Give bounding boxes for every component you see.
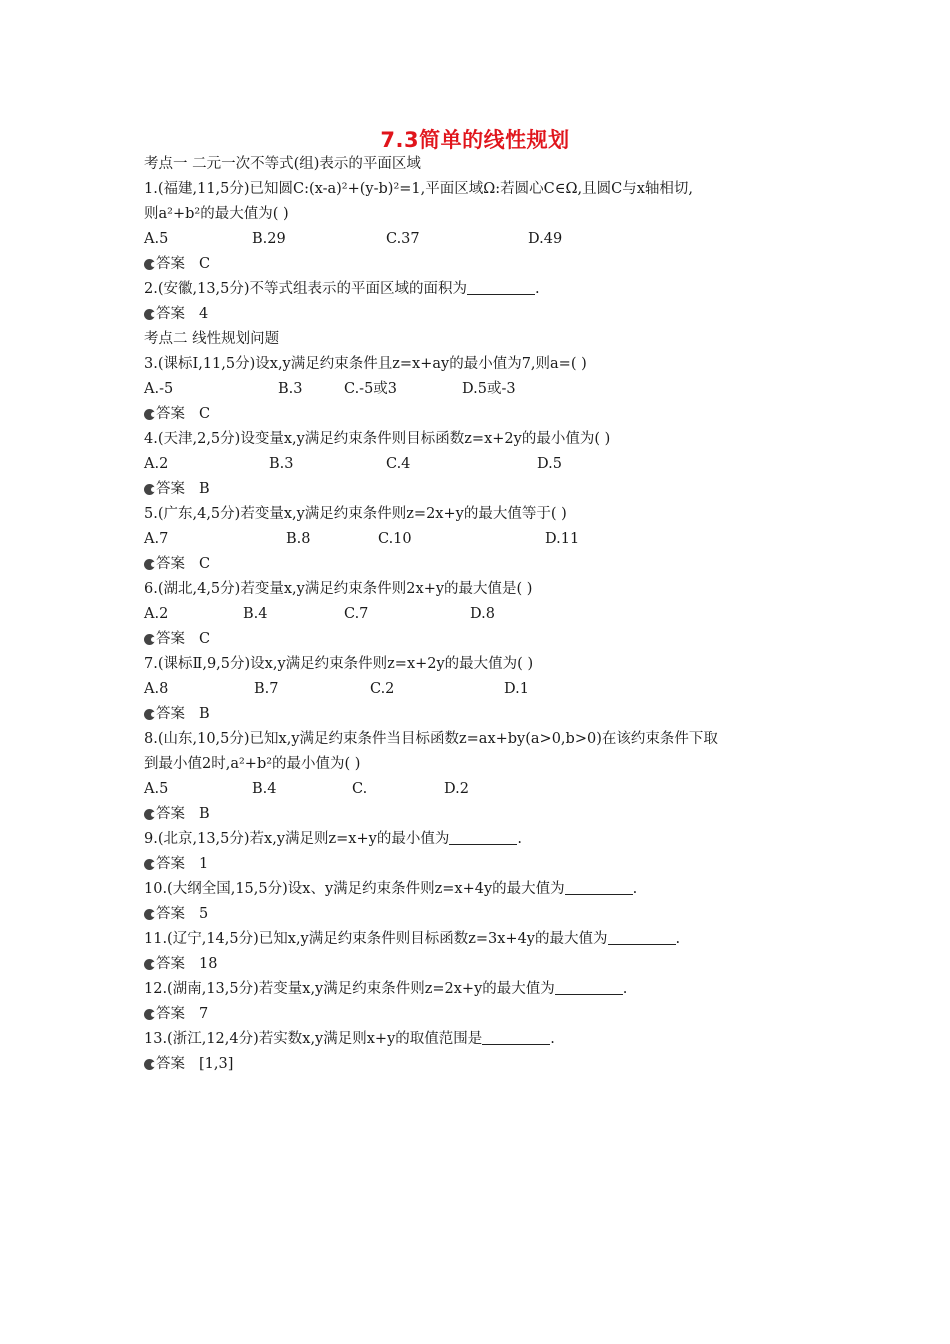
question-8-answer xyxy=(144,802,824,827)
choice-d: D.5或-3 xyxy=(462,381,516,397)
question-1-choices xyxy=(144,227,824,252)
question-5-choices xyxy=(144,527,824,552)
choice-a: A.-5 xyxy=(144,381,174,397)
question-4-text: 4.(天津,2,5分)设变量x,y满足约束条件则目标函数z=x+2y的最小值为( ) xyxy=(144,431,611,447)
answer-bullet-icon xyxy=(144,859,155,870)
choice-a: A.5 xyxy=(144,781,169,797)
choice-b: B.7 xyxy=(254,681,279,697)
answer-value: B xyxy=(199,706,210,722)
question-8-text-cont: 到最小值2时,a²+b²的最小值为( ) xyxy=(144,756,361,772)
question-12-answer xyxy=(144,1002,824,1027)
question-6-answer xyxy=(144,627,824,652)
question-1-text: 1.(福建,11,5分)已知圆C:(x-a)²+(y-b)²=1,平面区域Ω:若圆心C∈Ω,且圆C与x轴相切, xyxy=(144,181,693,197)
answer-value: C xyxy=(199,256,211,272)
question-13-text: 13.(浙江,12,4分)若实数x,y满足则x+y的取值范围是 . xyxy=(144,1031,555,1047)
answer-bullet-icon xyxy=(144,959,155,970)
answer-bullet-icon xyxy=(144,559,155,570)
answer-bullet-icon xyxy=(144,259,155,270)
answer-label: 答案 xyxy=(156,956,185,972)
question-11-text: 11.(辽宁,14,5分)已知x,y满足约束条件则目标函数z=3x+4y的最大值为 . xyxy=(144,931,681,947)
answer-blank xyxy=(482,1030,550,1045)
choice-a: A.2 xyxy=(144,456,169,472)
choice-a: A.8 xyxy=(144,681,169,697)
choice-d: D.1 xyxy=(504,681,529,697)
choice-d: D.5 xyxy=(537,456,562,472)
choice-c: C. xyxy=(352,781,368,797)
question-12-text: 12.(湖南,13,5分)若变量x,y满足约束条件则z=2x+y的最大值为 . xyxy=(144,981,628,997)
question-7-answer xyxy=(144,702,824,727)
choice-c: C.-5或3 xyxy=(344,381,398,397)
question-5-text: 5.(广东,4,5分)若变量x,y满足约束条件则z=2x+y的最大值等于( ) xyxy=(144,506,567,522)
answer-value: B xyxy=(199,806,210,822)
choice-a: A.2 xyxy=(144,606,169,622)
answer-blank xyxy=(565,880,633,895)
question-10-text: 10.(大纲全国,15,5分)设x、y满足约束条件则z=x+4y的最大值为 . xyxy=(144,881,638,897)
answer-blank xyxy=(449,830,517,845)
choice-b: B.4 xyxy=(243,606,268,622)
choice-c: C.10 xyxy=(378,531,412,547)
question-3-choices xyxy=(144,377,824,402)
question-4-choices xyxy=(144,452,824,477)
question-8-text: 8.(山东,10,5分)已知x,y满足约束条件当目标函数z=ax+by(a>0,b>0)在该约束条件下取 xyxy=(144,731,718,747)
answer-bullet-icon xyxy=(144,409,155,420)
answer-bullet-icon xyxy=(144,1059,155,1070)
answer-label: 答案 xyxy=(156,806,185,822)
answer-label: 答案 xyxy=(156,1006,185,1022)
question-9-answer xyxy=(144,852,824,877)
answer-label: 答案 xyxy=(156,706,185,722)
question-6-choices xyxy=(144,602,824,627)
question-2-answer xyxy=(144,302,824,327)
answer-value: B xyxy=(199,481,210,497)
answer-value: 1 xyxy=(199,856,209,872)
question-8-choices xyxy=(144,777,824,802)
question-7-choices xyxy=(144,677,824,702)
choice-d: D.8 xyxy=(470,606,495,622)
answer-value: C xyxy=(199,631,211,647)
question-3-answer xyxy=(144,402,824,427)
choice-c: C.4 xyxy=(386,456,411,472)
answer-bullet-icon xyxy=(144,1009,155,1020)
section-heading-2: 考点二 线性规划问题 xyxy=(144,331,280,347)
answer-label: 答案 xyxy=(156,1056,185,1072)
answer-value: 4 xyxy=(199,306,209,322)
choice-d: D.49 xyxy=(528,231,563,247)
answer-blank xyxy=(555,980,623,995)
answer-bullet-icon xyxy=(144,709,155,720)
choice-c: C.2 xyxy=(370,681,395,697)
question-2-text: 2.(安徽,13,5分)不等式组表示的平面区域的面积为 . xyxy=(144,281,540,297)
answer-bullet-icon xyxy=(144,484,155,495)
answer-label: 答案 xyxy=(156,481,185,497)
question-13-answer xyxy=(144,1052,824,1077)
answer-value: 5 xyxy=(199,906,209,922)
answer-label: 答案 xyxy=(156,556,185,572)
question-4-answer xyxy=(144,477,824,502)
question-3-text: 3.(课标Ⅰ,11,5分)设x,y满足约束条件且z=x+ay的最小值为7,则a=( ) xyxy=(144,356,587,372)
answer-label: 答案 xyxy=(156,256,185,272)
question-6-text: 6.(湖北,4,5分)若变量x,y满足约束条件则2x+y的最大值是( ) xyxy=(144,581,533,597)
question-7-text: 7.(课标Ⅱ,9,5分)设x,y满足约束条件则z=x+2y的最大值为( ) xyxy=(144,656,534,672)
answer-label: 答案 xyxy=(156,631,185,647)
answer-label: 答案 xyxy=(156,306,185,322)
page-title: 7.3简单的线性规划 xyxy=(380,128,570,152)
choice-b: B.3 xyxy=(269,456,294,472)
question-11-answer xyxy=(144,952,824,977)
answer-bullet-icon xyxy=(144,909,155,920)
choice-b: B.3 xyxy=(278,381,303,397)
answer-value: 7 xyxy=(199,1006,209,1022)
choice-a: A.5 xyxy=(144,231,169,247)
answer-value: C xyxy=(199,556,211,572)
answer-bullet-icon xyxy=(144,809,155,820)
answer-label: 答案 xyxy=(156,406,185,422)
answer-bullet-icon xyxy=(144,634,155,645)
section-heading-1: 考点一 二元一次不等式(组)表示的平面区域 xyxy=(144,156,421,172)
choice-c: C.37 xyxy=(386,231,420,247)
document-body xyxy=(144,152,824,1077)
choice-d: D.2 xyxy=(444,781,469,797)
question-1-text-cont: 则a²+b²的最大值为( ) xyxy=(144,206,289,222)
choice-a: A.7 xyxy=(144,531,169,547)
answer-value: 18 xyxy=(199,956,218,972)
choice-b: B.4 xyxy=(252,781,277,797)
choice-c: C.7 xyxy=(344,606,369,622)
answer-blank xyxy=(467,280,535,295)
answer-value: C xyxy=(199,406,211,422)
answer-value: [1,3] xyxy=(199,1056,234,1072)
choice-b: B.29 xyxy=(252,231,286,247)
answer-label: 答案 xyxy=(156,906,185,922)
question-10-answer xyxy=(144,902,824,927)
choice-b: B.8 xyxy=(286,531,311,547)
answer-bullet-icon xyxy=(144,309,155,320)
question-5-answer xyxy=(144,552,824,577)
choice-d: D.11 xyxy=(545,531,580,547)
answer-label: 答案 xyxy=(156,856,185,872)
question-1-answer xyxy=(144,252,824,277)
question-9-text: 9.(北京,13,5分)若x,y满足则z=x+y的最小值为 . xyxy=(144,831,522,847)
answer-blank xyxy=(608,930,676,945)
